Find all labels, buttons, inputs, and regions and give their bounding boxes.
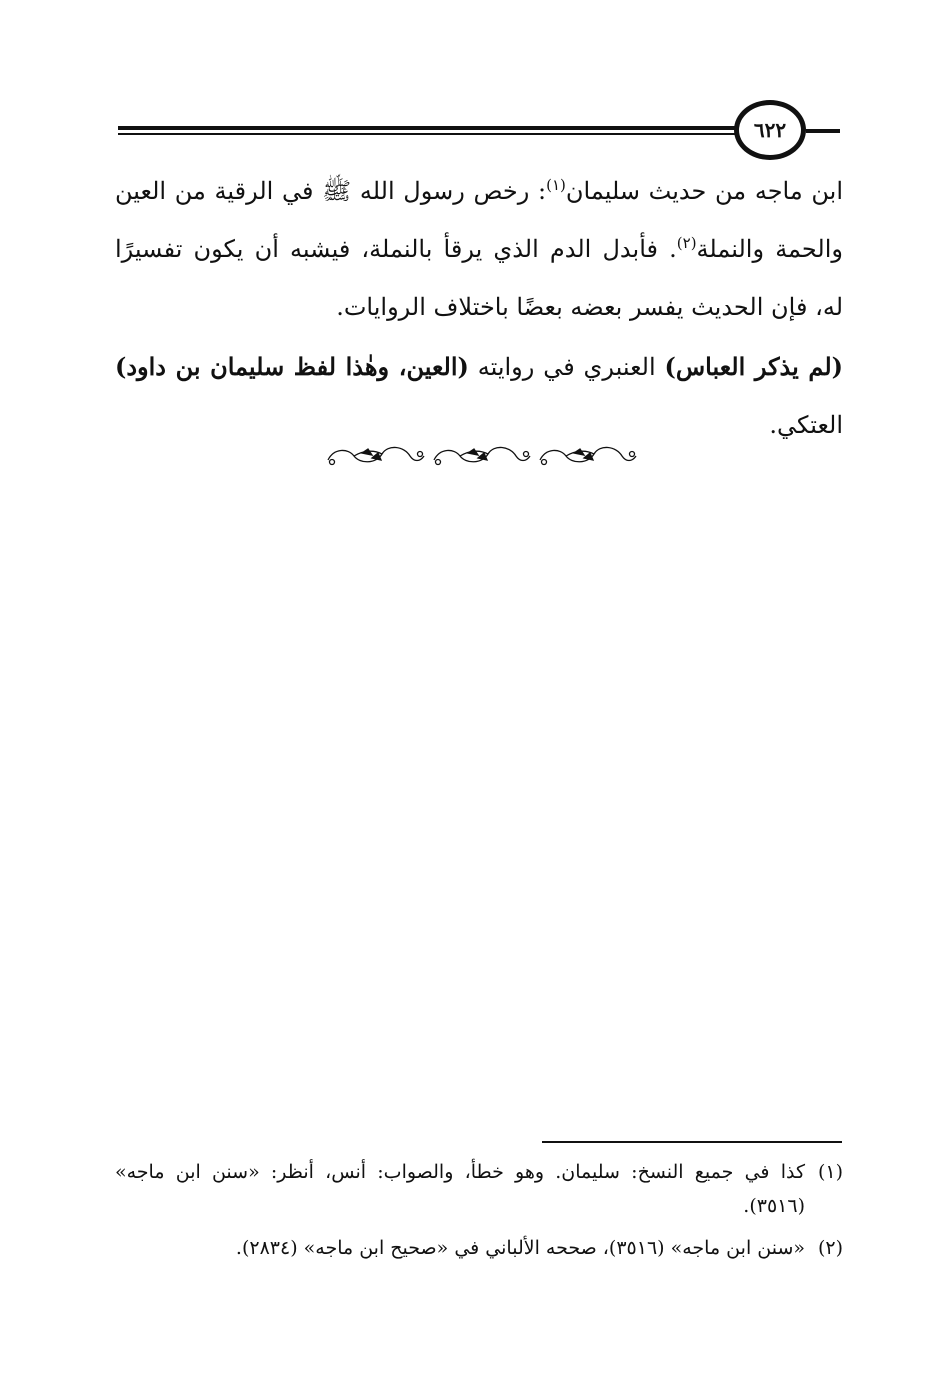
footnote-2-number: (٢) xyxy=(817,1237,843,1259)
paragraph-1-part-1: ابن ماجه من حديث سليمان xyxy=(565,177,843,205)
main-text xyxy=(115,162,843,454)
footnote-1 xyxy=(115,1155,843,1223)
ornament-motif-2 xyxy=(434,447,530,464)
paragraph-1 xyxy=(115,162,843,336)
paragraph-2-normal-2: العتكي. xyxy=(769,411,843,439)
footnotes xyxy=(115,1155,843,1273)
footnote-1-text: كذا في جميع النسخ: سليمان. وهو خطأ، والصواب: أنس، أنظر: «سنن ابن ماجه» (٣٥١٦). xyxy=(115,1161,805,1217)
ornament-motif-3 xyxy=(540,447,636,464)
header-rule-right xyxy=(806,129,840,133)
paragraph-2 xyxy=(115,338,843,454)
header-rule-thick xyxy=(118,126,736,130)
paragraph-1-part-2: : رخص رسول الله ﷺ في الرقية من العين والحمة والنملة xyxy=(115,177,843,263)
ornament-motif-1 xyxy=(328,447,424,464)
footnote-2 xyxy=(115,1231,843,1265)
page-number-badge xyxy=(734,100,806,160)
paragraph-1-part-3: . فأبدل الدم الذي يرقأ بالنملة، فيشبه أن يكون تفسيرًا له، فإن الحديث يفسر بعضه بعضًا باختلاف الروايات. xyxy=(115,235,843,321)
footnote-ref-2[interactable]: (٢) xyxy=(676,234,697,252)
footnote-2-text: «سنن ابن ماجه» (٣٥١٦)، صححه الألباني في «صحيح ابن ماجه» (٢٨٣٤). xyxy=(235,1237,805,1259)
footnote-1-number: (١) xyxy=(817,1161,843,1183)
floral-divider-icon xyxy=(320,440,638,472)
header-rule-thin xyxy=(118,133,736,135)
footnote-separator xyxy=(542,1141,842,1143)
page-number: ٦٢٢ xyxy=(753,118,787,142)
footnote-ref-1[interactable]: (١) xyxy=(546,176,566,194)
paragraph-2-bold-1: (لم يذكر العباس) xyxy=(664,352,843,381)
paragraph-2-normal-1: العنبري في روايته xyxy=(468,353,665,381)
paragraph-2-bold-2: (العين، وهٰذا لفظ سليمان بن داود) xyxy=(115,352,469,381)
